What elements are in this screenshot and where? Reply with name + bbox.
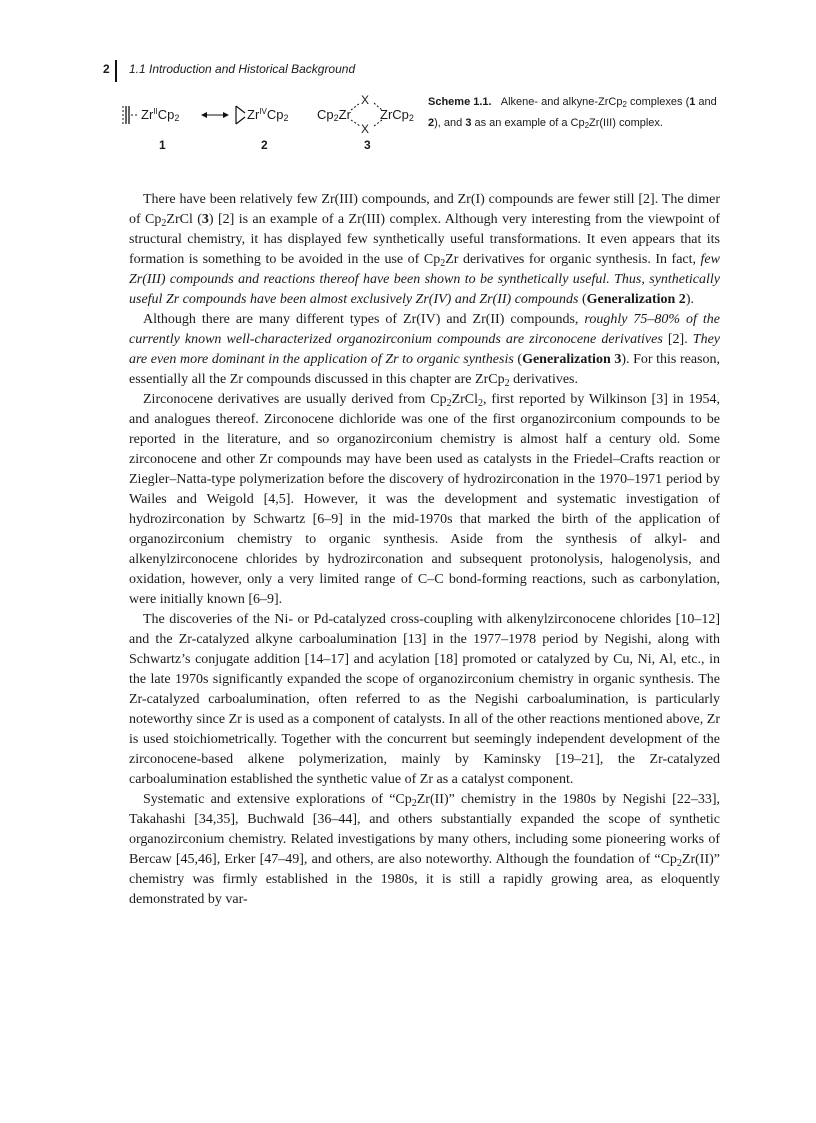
- paragraph-5: Systematic and extensive explorations of “$Cp_2Zr(II)$” chemistry in the 1980s by Negishi [22–33], Takahashi [34,35], Buchwald [36–44], and others substantially expanded the scope of synthetic organozirconium chemistry. Related investigations by many others, including some pioneering works of Bercaw [45,46], Erker [47–49], and others, are also noteworthy. Although the foundation of “$Cp_2Zr(II)$” chemistry was firmly established in the 1980s, it is still a rapidly growing area, as eloquently demonstrated by var-: [129, 792, 720, 907]
- bridging-x-top: X: [361, 93, 370, 107]
- compound-label-3: 3: [364, 138, 371, 152]
- complex-1-formula: $Zr^{II}Cp_2$: [141, 107, 180, 123]
- scheme-caption: Scheme 1.1. Alkene- and alkyne-ZrCp$_2$ complexes (1 and 2), and 3 as an example of a $Cp_2Zr(III)$ complex.: [428, 96, 717, 130]
- running-head: 1.1 Introduction and Historical Background: [129, 62, 356, 76]
- paragraph-2: Although there are many different types of Zr(IV) and Zr(II) compounds, roughly 75–80% of the currently known well-characterized organozirconium compounds are zirconocene derivatives [2]. They are even more dominant in the application of Zr to organic synthesis (Generalization 3). For this reason, essentially all the Zr compounds discussed in this chapter are ZrCp$_2$ derivatives.: [129, 312, 721, 389]
- header-rule: [115, 60, 117, 82]
- bridging-x-bottom: X: [361, 122, 370, 136]
- complex-2-formula: $Zr^{IV}Cp_2$: [247, 107, 289, 123]
- scheme-figure: [112, 92, 424, 158]
- complex-3-right-formula: ZrCp$_2$: [380, 107, 414, 123]
- compound-label-2: 2: [261, 138, 268, 152]
- paragraph-4: The discoveries of the Ni- or Pd-catalyzed cross-coupling with alkenylzirconocene chlorides [10–12] and the Zr-catalyzed alkyne carboalumination [13] in the 1977–1978 period by Negishi, along with Schwartz’s conjugate addition [14–17] and acylation [18] promoted or catalyzed by Cu, Ni, Al, etc., in the late 1970s significantly expanded the scope of organozirconium chemistry in organic synthesis. The Zr-catalyzed carboalumination, often referred to as the Negishi carboalumination, is particularly noteworthy since Zr is used as a component of catalysts. In all of the other reactions mentioned above, Zr is used stoichiometrically. Together with the concurrent but seemingly independent development of the zirconocene-based alkene polymerization, mainly by Kaminsky [19–21], the Zr-catalyzed carboalumination established the synthetic value of Zr as a catalyst component.: [129, 612, 720, 787]
- paragraph-1: There have been relatively few Zr(III) compounds, and Zr(I) compounds are fewer still [2]. The dimer of $Cp_2ZrCl$ (3) [2] is an example of a Zr(III) complex. Although very interesting from the viewpoint of structural chemistry, it has displayed few synthetically useful transformations. It even appears that its formation is something to be avoided in the use of $Cp_2Zr$ derivatives for organic synthesis. In fact, few Zr(III) compounds and reactions thereof have been shown to be synthetically useful. Thus, synthetically useful Zr compounds have been almost exclusively Zr(IV) and Zr(II) compounds (Generalization 2).: [129, 192, 721, 307]
- complex-3-left-formula: $Cp_2Zr$: [317, 107, 351, 123]
- compound-label-1: 1: [159, 138, 166, 152]
- page-number: 2: [103, 62, 110, 76]
- paragraph-3: Zirconocene derivatives are usually derived from $Cp_2ZrCl_2$, first reported by Wilkinson [3] in 1954, and analogues thereof. Zirconocene dichloride was one of the first organozirconium compounds to be reported in the literature, and so organozirconium chemistry is almost half a century old. Some zirconocene and other Zr compounds may have been used as catalysts in the Friedel–Crafts reaction or Ziegler–Natta-type polymerization before the discovery of hydrozirconation in the 1970–1971 period by Wailes and Weigold [4,5]. However, it was the development and systematic investigation of hydrozirconation by Schwartz [6–9] in the mid-1970s that marked the birth of the application of organozirconium chemistry to organic synthesis. Aside from the synthesis of alkyl- and alkenylzirconocene chlorides by hydrozirconation and subsequent protonolysis, halogenolysis, and oxidation, however, only a very limited range of C–C bond-forming reactions, such as carbonylation, were initially known [6–9].: [129, 392, 720, 607]
- page-header: [0, 60, 816, 84]
- body-text: [129, 190, 720, 910]
- caption-label: Scheme 1.1.: [428, 96, 492, 108]
